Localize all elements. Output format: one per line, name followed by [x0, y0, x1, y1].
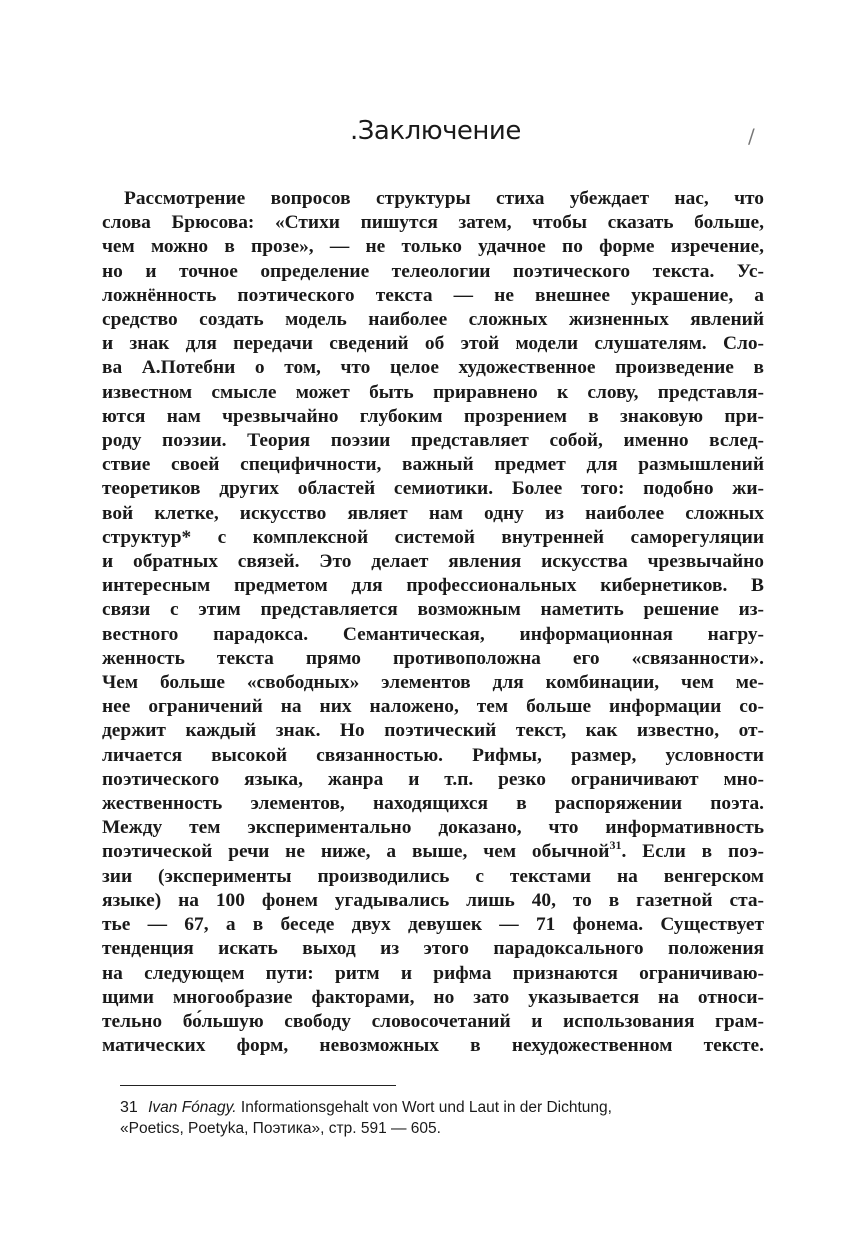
body-line: чем можно в прозе», — не только удачное по форме изречение,: [102, 236, 764, 258]
footnote-author: Ivan Fónagy.: [148, 1099, 237, 1116]
body-line: вестного парадокса. Семантическая, информационная нагру-: [102, 623, 764, 645]
body-line-text: поэтической речи не ниже, а выше, чем обычной: [102, 841, 610, 863]
body-line: зии (эксперименты производились с текстами на венгерском: [102, 865, 764, 887]
body-line: поэтического языка, жанра и т.п. резко ограничивают мно-: [102, 768, 764, 790]
body-line: интересным предметом для профессиональных кибернетиков. В: [102, 575, 764, 597]
footnote-text-1: Informationsgehalt von Wort und Laut in der Dichtung,: [240, 1099, 612, 1116]
body-line: жественность элементов, находящихся в распоряжении поэта.: [102, 793, 764, 815]
body-line: структур* с комплексной системой внутренней саморегуляции: [102, 526, 764, 548]
body-line: матических форм, невозможных в нехудожественном тексте.: [102, 1035, 764, 1057]
body-line: тельно бо́льшую свободу словосочетаний и использования грам-: [102, 1010, 764, 1032]
body-line: ствие своей специфичности, важный предмет для размышлений: [102, 454, 764, 476]
footnote-number: 31: [120, 1099, 138, 1116]
body-line: связи с этим представляется возможным наметить решение из-: [102, 599, 764, 621]
body-paragraph: [102, 187, 764, 1058]
body-line: роду поэзии. Теория поэзии представляет собой, именно вслед-: [102, 430, 764, 452]
footnote-line-2: «Poetics, Poetyka, Поэтика», стр. 591 — 605.: [120, 1120, 441, 1137]
body-line: на следующем пути: ритм и рифма признаются ограничиваю-: [102, 962, 764, 984]
body-line: тье — 67, а в беседе двух девушек — 71 фонема. Существует: [102, 914, 764, 936]
footnote-divider: [120, 1085, 396, 1086]
body-line: щими многообразие факторами, но зато указывается на относи-: [102, 986, 764, 1008]
body-line: женность текста прямо противоположна его «связанности».: [102, 647, 764, 669]
footnote-reference[interactable]: 31: [609, 838, 622, 853]
body-line: Чем больше «свободных» элементов для комбинации, чем ме-: [102, 672, 764, 694]
body-line: вой клетке, искусство являет нам одну из наиболее сложных: [102, 502, 764, 524]
corner-mark: /: [748, 124, 755, 148]
body-line: теоретиков других областей семиотики. Более того: подобно жи-: [102, 478, 764, 500]
footnote-line-1: [120, 1097, 768, 1118]
body-line: и знак для передачи сведений об этой модели слушателям. Сло-: [102, 333, 764, 355]
body-line: держит каждый знак. Но поэтический текст, как известно, от-: [102, 720, 764, 742]
body-line: языке) на 100 фонем угадывались лишь 40, то в газетной ста-: [102, 889, 764, 911]
body-line: известном смысле может быть приравнено к слову, представля-: [102, 381, 764, 403]
body-line: [102, 840, 764, 864]
body-line: и обратных связей. Это делает явления искусства чрезвычайно: [102, 551, 764, 573]
body-line-tail: . Если в поэ-: [621, 841, 764, 863]
body-line: ва А.Потебни о том, что целое художественное произведение в: [102, 357, 764, 379]
body-line: но и точное определение телеологии поэтического текста. Ус-: [102, 260, 764, 282]
body-line: Рассмотрение вопросов структуры стиха убеждает нас, что: [124, 188, 764, 209]
body-line: тенденция искать выход из этого парадоксального положения: [102, 938, 764, 960]
footnote: [120, 1097, 768, 1139]
chapter-title: .Заключение: [350, 116, 521, 146]
body-line: ются нам чрезвычайно глубоким прозрением в знаковую при-: [102, 405, 764, 427]
body-line: средство создать модель наиболее сложных жизненных явлений: [102, 309, 764, 331]
body-line: слова Брюсова: «Стихи пишутся затем, чтобы сказать больше,: [102, 212, 764, 234]
body-line: ложнённость поэтического текста — не внешнее украшение, а: [102, 284, 764, 306]
body-line: нее ограничений на них наложено, тем больше информации со-: [102, 696, 764, 718]
body-line: личается высокой связанностью. Рифмы, размер, условности: [102, 744, 764, 766]
body-line: Между тем экспериментально доказано, что информативность: [102, 817, 764, 839]
